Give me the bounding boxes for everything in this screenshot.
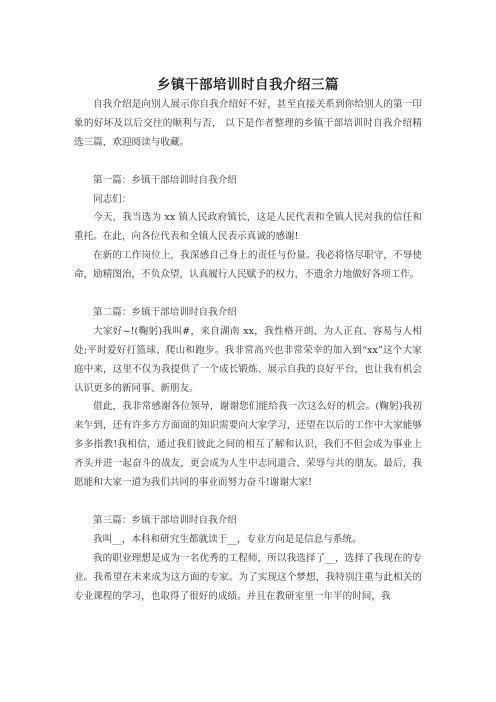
section-2-paragraph: 大家好~!(鞠躬)我叫#，来自湖南 xx，我性格开朗、为人正直、容易与人相处;平时爱好打篮球、爬山和跑步。我非常高兴也非常荣幸的加入到“xx”这个大家庭中来，这里不仅为我提供了一个成长锻炼、展示自我的良好平台，也让我有机会认识更多的新同事、新朋友。 [74, 325, 422, 394]
section-1-paragraph: 在新的工作岗位上，我深感自己身上的责任与份量。我必将恪尽职守，不辱使命，励精图治，不负众望，认真履行人民赋予的权力，不遗余力地做好各项工作。 [74, 250, 422, 281]
document-title: 乡镇干部培训时自我介绍三篇 [157, 77, 339, 93]
section-1-paragraph: 今天，我当选为 xx 镇人民政府镇长，这是人民代表和全镇人民对我的信任和重托。在此，向各位代表和全镇人民表示真诚的感谢! [74, 212, 422, 243]
section-2-paragraph: 借此，我非常感谢各位领导，谢谢您们能给我一次这么好的机会。(鞠躬)我初来乍到，还有许多方方面面的知识需要向大家学习，还望在以后的工作中大家能够多多指教!我相信，通过我们彼此之间的相互了解和认识，我们不但会成为事业上齐头并进一起奋斗的战友，更会成为人生中志同道合、荣辱与共的朋友。最后，我愿能和大家一道为我们共同的事业而努力奋斗!谢谢大家! [74, 401, 422, 489]
section-3-heading: 第三篇：乡镇干部培训时自我介绍 [93, 514, 237, 526]
section-3-paragraph: 我叫__，本科和研究生都就读于__，专业方向是是信息与系统。 [93, 533, 362, 545]
intro-paragraph: 自我介绍是向别人展示你自我介绍好不好，甚至直接关系到你给别人的第一印象的好坏及以后交往的顺利与否， 以下是作者整理的乡镇干部培训时自我介绍精选三篇，欢迎阅读与收藏。 [74, 99, 422, 148]
document-body [74, 96, 422, 606]
section-3-paragraph: 我的职业理想是成为一名优秀的工程师，所以我选择了__，选择了我现在的专业。我希望在未来成为这方面的专家。为了实现这个梦想，我特别注重与此相关的专业课程的学习，也取得了很好的成绩。并且在教研室里一年半的时间，我 [74, 552, 422, 602]
section-1-heading: 第一篇：乡镇干部培训时自我介绍 [93, 174, 237, 186]
section-1-paragraph: 同志们： [93, 193, 132, 205]
spacer [74, 285, 422, 304]
section-2-heading: 第二篇：乡镇干部培训时自我介绍 [93, 306, 237, 318]
spacer [74, 493, 422, 512]
spacer [74, 153, 422, 172]
